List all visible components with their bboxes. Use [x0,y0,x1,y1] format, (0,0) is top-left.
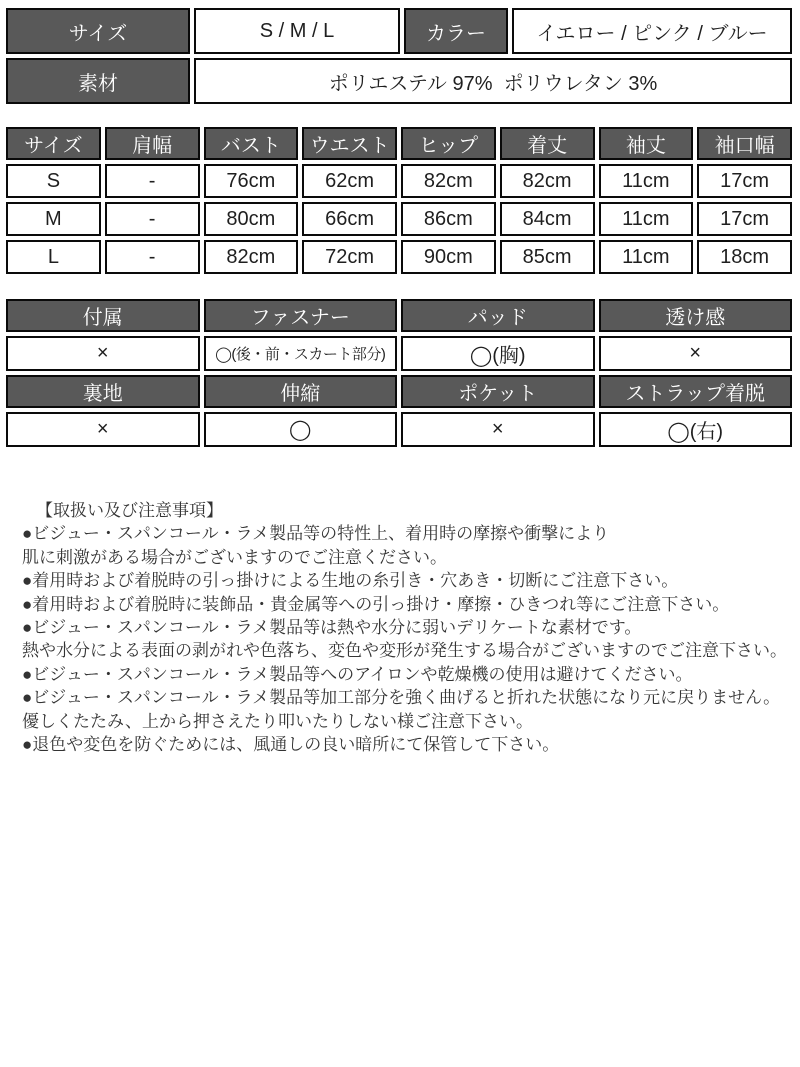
cell-sleeve: 11cm [599,202,694,236]
cell-cuff: 18cm [697,240,792,274]
col-header-sleeve: 袖丈 [599,127,694,160]
col-header-bust: バスト [204,127,299,160]
cell-waist: 72cm [302,240,397,274]
cell-pad: ◯(胸) [401,336,595,371]
care-note-line: 肌に刺激がある場合がございますのでご注意ください。 [22,547,447,567]
col-header-length: 着丈 [500,127,595,160]
care-note-line: ●着用時および着脱時の引っ掛けによる生地の糸引き・穴あき・切断にご注意下さい。 [22,571,679,591]
material-label: 素材 [6,58,190,104]
col-header-waist: ウエスト [302,127,397,160]
cell-fastener: ◯(後・前・スカート部分) [204,336,398,371]
col-header-sheerness: 透け感 [599,299,793,332]
care-note-line: 熱や水分による表面の剥がれや色落ち、変色や変形が発生する場合がございますのでご注意下さい。 [22,641,787,661]
color-label: カラー [404,8,508,54]
cell-size: M [6,202,101,236]
cell-length: 84cm [500,202,595,236]
material-value: ポリエステル 97% ポリウレタン 3% [194,58,792,104]
cell-waist: 66cm [302,202,397,236]
features-table [2,295,796,451]
table-row [6,8,792,54]
table-header-row [6,375,792,408]
care-note-line: ●ビジュー・スパンコール・ラメ製品等は熱や水分に弱いデリケートな素材です。 [22,618,642,638]
care-note-line: ●ビジュー・スパンコール・ラメ製品等の特性上、着用時の摩擦や衝撃により [22,524,610,544]
care-notes [0,499,800,756]
summary-table [2,4,796,108]
col-header-shoulder: 肩幅 [105,127,200,160]
cell-hip: 90cm [401,240,496,274]
care-note-line: ●退色や変色を防ぐためには、風通しの良い暗所にて保管して下さい。 [22,735,560,755]
table-header-row [6,299,792,332]
col-header-pad: パッド [401,299,595,332]
cell-accessories: × [6,336,200,371]
col-header-hip: ヒップ [401,127,496,160]
cell-length: 82cm [500,164,595,198]
cell-waist: 62cm [302,164,397,198]
cell-hip: 86cm [401,202,496,236]
table-row [6,58,792,104]
table-row-size-m [6,202,792,236]
cell-shoulder: - [105,202,200,236]
care-note-line: 優しくたたみ、上から押さえたり叩いたりしない様ご注意下さい。 [22,711,534,731]
care-notes-title: 【取扱い及び注意事項】 [36,501,223,520]
col-header-pocket: ポケット [401,375,595,408]
cell-sleeve: 11cm [599,240,694,274]
cell-bust: 76cm [204,164,299,198]
care-note-line: ●ビジュー・スパンコール・ラメ製品等へのアイロンや乾燥機の使用は避けてください。 [22,664,693,684]
cell-shoulder: - [105,240,200,274]
table-header-row [6,127,792,160]
cell-sleeve: 11cm [599,164,694,198]
cell-length: 85cm [500,240,595,274]
col-header-size: サイズ [6,127,101,160]
cell-size: S [6,164,101,198]
size-value: S / M / L [194,8,400,54]
cell-bust: 80cm [204,202,299,236]
cell-pocket: × [401,412,595,447]
cell-strap: ◯(右) [599,412,793,447]
care-note-line: ●ビジュー・スパンコール・ラメ製品等加工部分を強く曲げると折れた状態になり元に戻りません。 [22,688,781,708]
col-header-lining: 裏地 [6,375,200,408]
cell-size: L [6,240,101,274]
cell-hip: 82cm [401,164,496,198]
measurements-table [2,123,796,278]
table-row-size-s [6,164,792,198]
cell-shoulder: - [105,164,200,198]
care-note-line: ●着用時および着脱時に装飾品・貴金属等への引っ掛け・摩擦・ひきつれ等にご注意下さい。 [22,594,730,614]
col-header-accessories: 付属 [6,299,200,332]
cell-cuff: 17cm [697,164,792,198]
table-row [6,336,792,371]
cell-cuff: 17cm [697,202,792,236]
cell-sheerness: × [599,336,793,371]
col-header-stretch: 伸縮 [204,375,398,408]
cell-bust: 82cm [204,240,299,274]
cell-lining: × [6,412,200,447]
col-header-fastener: ファスナー [204,299,398,332]
color-value: イエロー / ピンク / ブルー [512,8,792,54]
cell-stretch: ◯ [204,412,398,447]
table-row-size-l [6,240,792,274]
size-label: サイズ [6,8,190,54]
col-header-cuff: 袖口幅 [697,127,792,160]
table-row [6,412,792,447]
col-header-strap: ストラップ着脱 [599,375,793,408]
